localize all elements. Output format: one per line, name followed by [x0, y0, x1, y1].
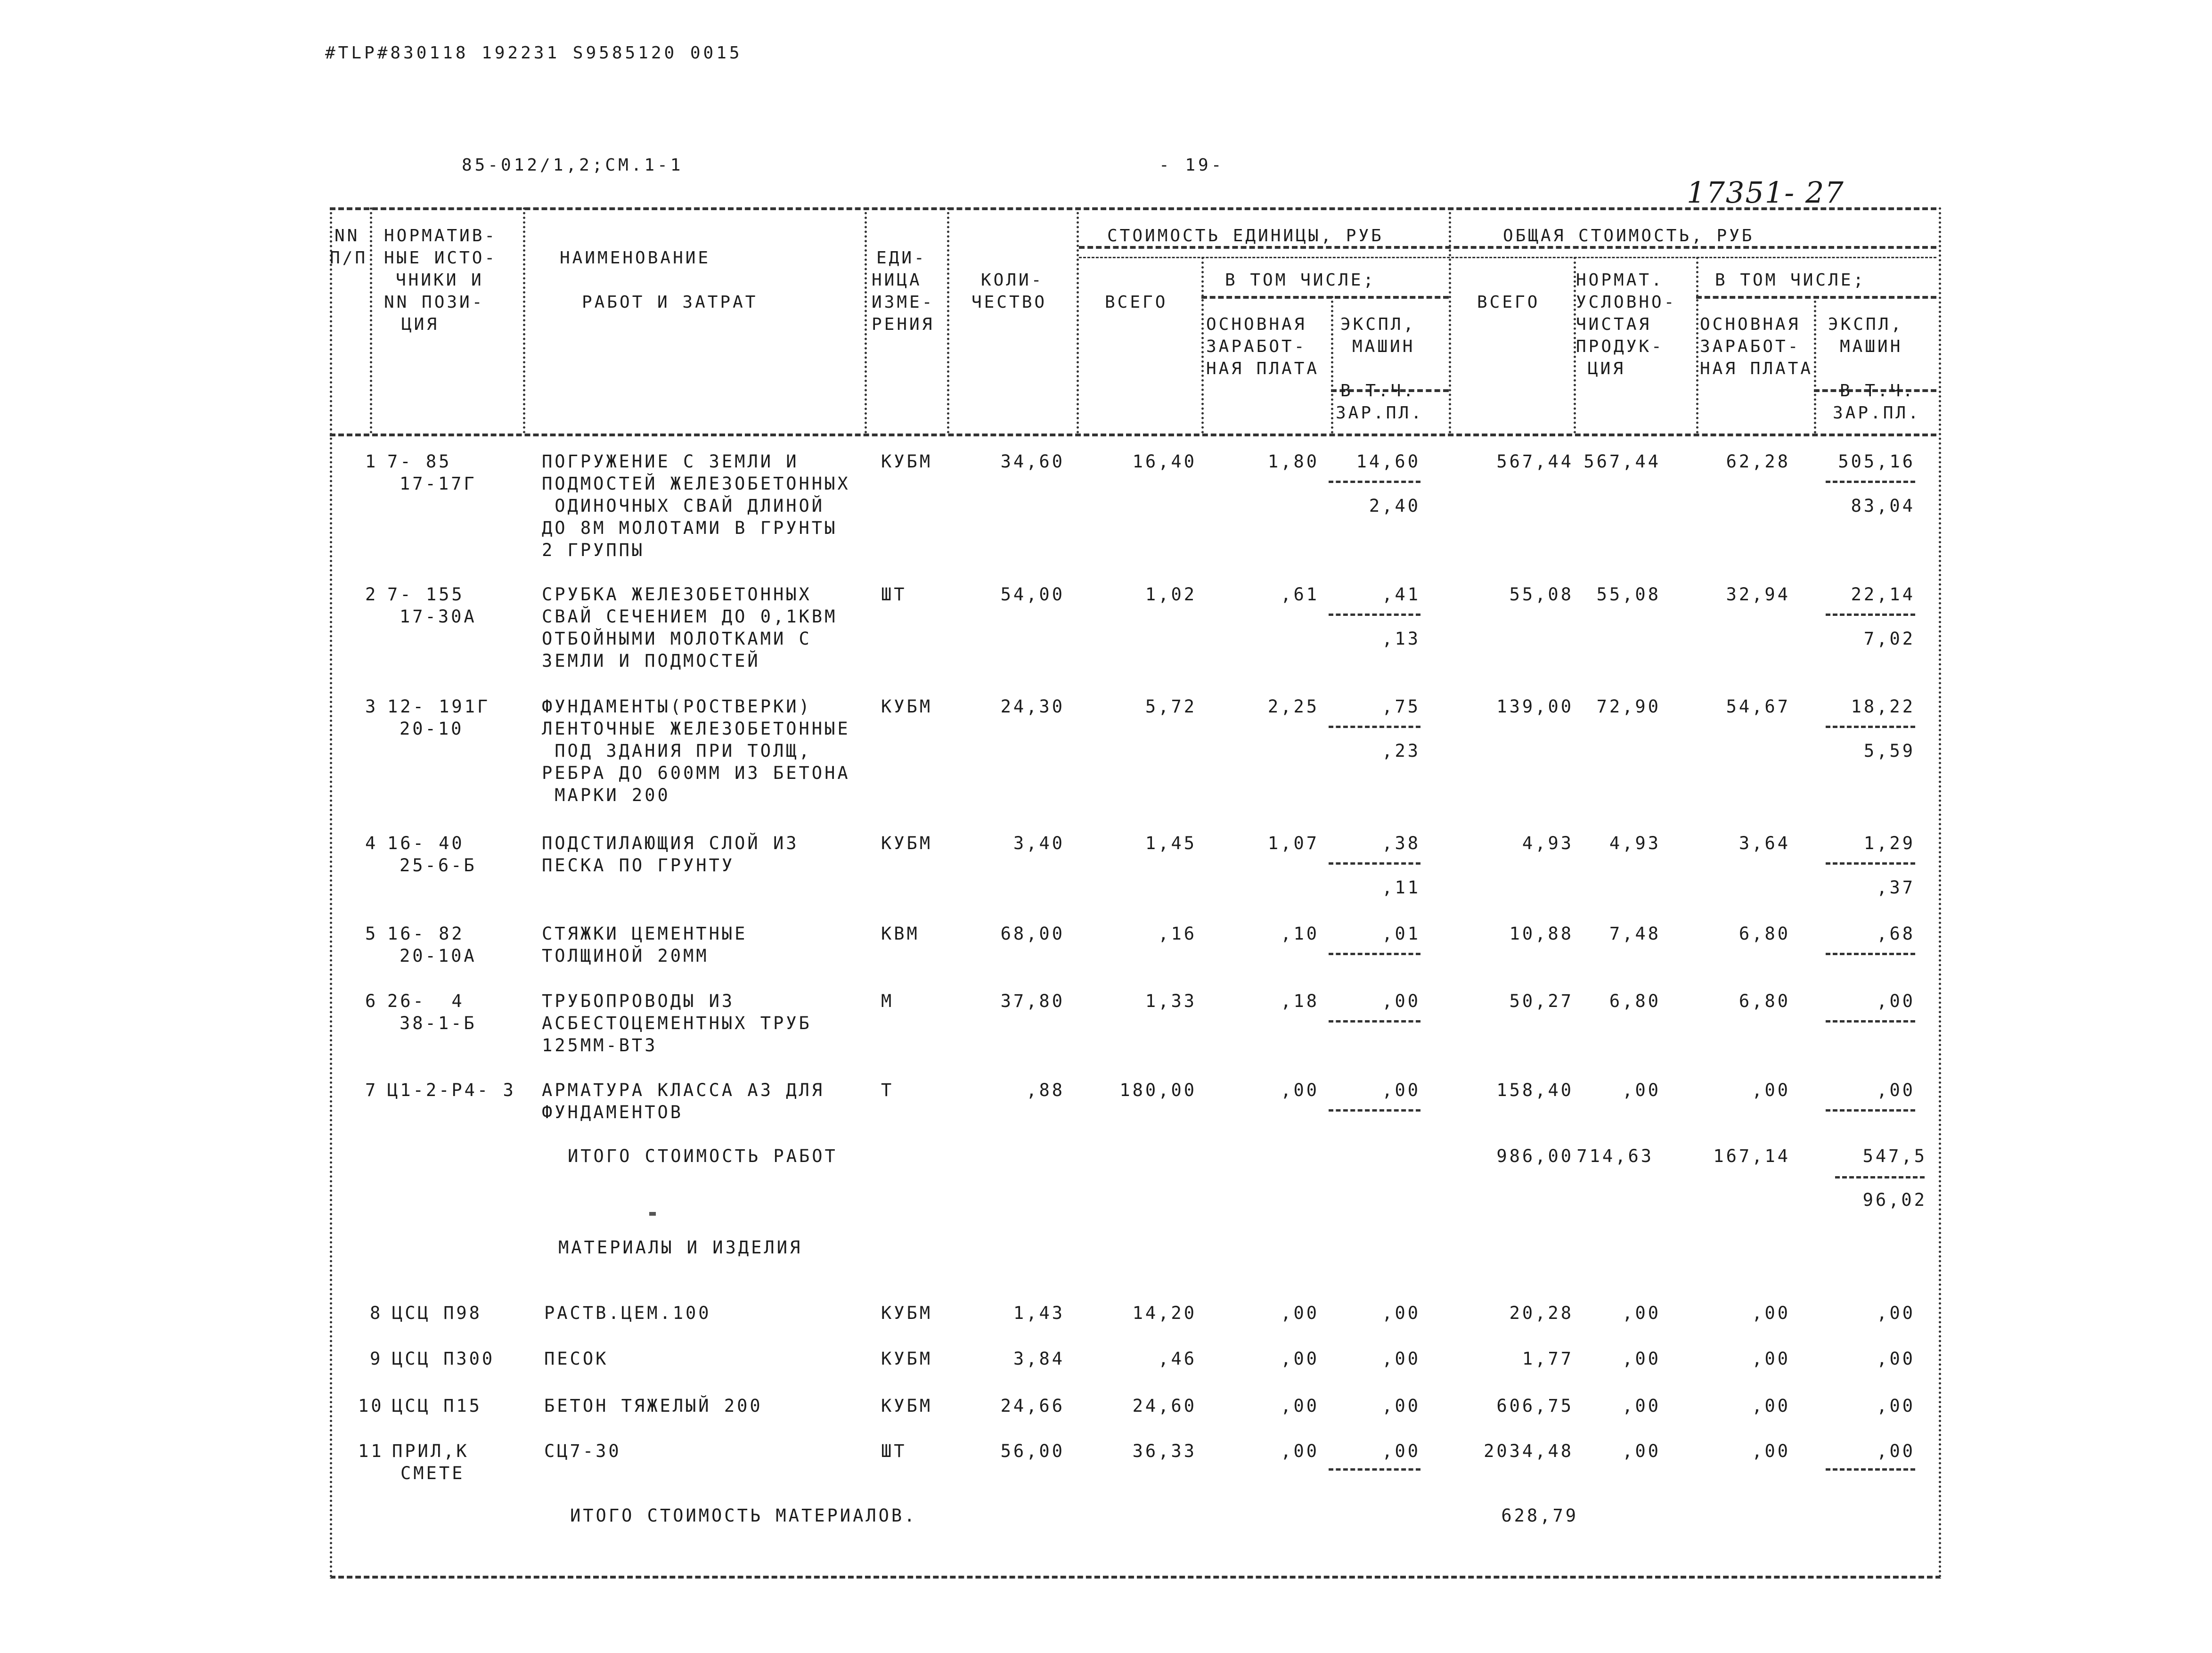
header-unit-1: ЕДИ-: [876, 248, 927, 268]
works-total-wage: 167,14: [1713, 1146, 1790, 1166]
row-unit: ШТ: [881, 584, 907, 605]
material-total: 606,75: [1496, 1396, 1574, 1416]
cell-separator: [1329, 953, 1420, 955]
cost-group-divider: [1079, 246, 1936, 249]
row-name-line: ПОДСТИЛАЮЩИЯ СЛОЙ ИЗ: [542, 833, 799, 853]
row-total-machines-wage: 5,59: [1863, 741, 1915, 761]
header-norm-3: ЧИСТАЯ: [1576, 315, 1652, 334]
row-total-norm: 7,48: [1609, 924, 1661, 944]
col-divider-7: [1331, 296, 1333, 434]
row-unit: КУБМ: [881, 833, 933, 853]
header-total-base-wage-2: ЗАРАБОТ-: [1700, 337, 1801, 356]
works-total-mach: 547,5: [1862, 1146, 1927, 1166]
col-divider-10: [1696, 257, 1698, 434]
material-quantity: 3,84: [1013, 1349, 1065, 1369]
material-unit-wage: ,00: [1281, 1441, 1319, 1461]
row-unit: Т: [881, 1080, 894, 1100]
cell-separator: [1329, 1468, 1420, 1471]
row-source-code: 20-10: [400, 719, 464, 739]
material-total-wage: ,00: [1752, 1441, 1790, 1461]
row-name-line: РЕБРА ДО 600ММ ИЗ БЕТОНА: [542, 763, 850, 783]
header-source-4: NN ПОЗИ-: [384, 293, 485, 312]
material-number: 8: [370, 1303, 383, 1323]
row-unit-machines: ,01: [1382, 924, 1420, 944]
row-number: 4: [365, 833, 378, 853]
row-unit-total: 1,02: [1145, 584, 1197, 605]
works-total-label: ИТОГО СТОИМОСТЬ РАБОТ: [568, 1146, 838, 1166]
header-qty-2: ЧЕСТВО: [971, 293, 1047, 312]
cell-separator: [1329, 1020, 1420, 1023]
material-source-code: ЦСЦ П98: [392, 1303, 482, 1323]
row-number: 2: [365, 584, 378, 605]
header-total-total: ВСЕГО: [1477, 293, 1540, 312]
header-unit-base-wage-3: НАЯ ПЛАТА: [1206, 359, 1320, 378]
header-unit-mach-1: ЭКСПЛ,: [1340, 315, 1416, 334]
row-total-wage: 32,94: [1726, 584, 1790, 605]
material-number: 11: [358, 1441, 384, 1461]
col-divider-2: [523, 207, 525, 434]
row-name-line: ФУНДАМЕНТЫ(РОСТВЕРКИ): [542, 696, 812, 717]
material-unit-total: 36,33: [1132, 1441, 1197, 1461]
page-number: - 19-: [1159, 155, 1224, 175]
row-name-line: 2 ГРУППЫ: [542, 540, 645, 560]
header-num-1: NN: [335, 226, 360, 245]
material-unit: КУБМ: [881, 1303, 933, 1323]
row-quantity: 34,60: [1000, 451, 1065, 472]
cell-separator: [1826, 1020, 1915, 1023]
table-frame: [330, 207, 1941, 1579]
row-unit-machines-wage: ,23: [1382, 741, 1420, 761]
row-source-code: 38-1-Б: [400, 1013, 477, 1033]
header-source-5: ЦИЯ: [401, 315, 440, 334]
row-total-machines: 1,29: [1863, 833, 1915, 853]
row-unit: КУБМ: [881, 696, 933, 717]
material-unit: КУБМ: [881, 1396, 933, 1416]
row-total-wage: ,00: [1752, 1080, 1790, 1100]
row-unit-machines: ,41: [1382, 584, 1420, 605]
row-unit-total: 1,45: [1145, 833, 1197, 853]
col-divider-8: [1449, 207, 1451, 434]
material-total-wage: ,00: [1752, 1349, 1790, 1369]
row-unit-total: ,16: [1158, 924, 1197, 944]
header-unit-incl-1: В Т.Ч.: [1340, 381, 1416, 401]
col-divider-11: [1814, 296, 1816, 434]
row-unit-machines: ,00: [1382, 1080, 1420, 1100]
row-name-line: ОДИНОЧНЫХ СВАЙ ДЛИНОЙ: [542, 496, 825, 516]
row-unit-machines: ,00: [1382, 991, 1420, 1011]
col-divider-5: [1077, 207, 1079, 434]
row-total-machines-wage: ,37: [1877, 877, 1915, 898]
header-num-2: П/П: [330, 248, 368, 268]
row-name-line: МАРКИ 200: [542, 785, 670, 805]
row-name-line: ПОГРУЖЕНИЕ С ЗЕМЛИ И: [542, 451, 799, 472]
row-total: 4,93: [1522, 833, 1574, 853]
material-total-norm: ,00: [1622, 1303, 1661, 1323]
material-number: 10: [358, 1396, 384, 1416]
material-total-wage: ,00: [1752, 1396, 1790, 1416]
header-unit-total: ВСЕГО: [1105, 293, 1168, 312]
material-unit-total: 24,60: [1132, 1396, 1197, 1416]
row-source-code: 20-10А: [400, 946, 477, 966]
row-source-code: 17-30А: [400, 606, 477, 627]
header-name-1: НАИМЕНОВАНИЕ: [560, 248, 711, 268]
row-total-norm: 72,90: [1596, 696, 1661, 717]
header-source-2: НЫЕ ИСТО-: [384, 248, 498, 268]
header-qty-1: КОЛИ-: [981, 270, 1044, 290]
row-number: 3: [365, 696, 378, 717]
row-unit-wage: ,10: [1281, 924, 1319, 944]
material-quantity: 56,00: [1000, 1441, 1065, 1461]
material-source-code-2: СМЕТЕ: [400, 1463, 465, 1483]
header-name-2: РАБОТ И ЗАТРАТ: [582, 293, 758, 312]
material-total-machines: ,00: [1877, 1441, 1915, 1461]
row-source-code: 7- 155: [387, 584, 465, 605]
header-unit-mach-2: МАШИН: [1352, 337, 1415, 356]
material-name: БЕТОН ТЯЖЕЛЫЙ 200: [544, 1396, 763, 1416]
works-total-norm: 714,63: [1576, 1146, 1654, 1166]
col-divider-3: [865, 207, 867, 434]
cost-group-divider-2: [1079, 257, 1936, 258]
row-name-line: ЛЕНТОЧНЫЕ ЖЕЛЕЗОБЕТОННЫЕ: [542, 719, 850, 739]
row-quantity: ,88: [1026, 1080, 1065, 1100]
header-unit-2: НИЦА: [872, 270, 922, 290]
row-quantity: 68,00: [1000, 924, 1065, 944]
row-total-wage: 6,80: [1739, 991, 1790, 1011]
row-source-code: 16- 40: [387, 833, 465, 853]
header-total-incl-1: В Т.Ч.: [1840, 381, 1916, 401]
material-source-code: ЦСЦ П300: [392, 1349, 495, 1369]
header-unit-3: ИЗМЕ-: [872, 293, 935, 312]
material-unit-wage: ,00: [1281, 1303, 1319, 1323]
header-norm-2: УСЛОВНО-: [1576, 293, 1677, 312]
row-unit-machines: ,75: [1382, 696, 1420, 717]
handwritten-number: 17351- 27: [1687, 175, 1845, 210]
row-unit-wage: ,61: [1281, 584, 1319, 605]
cell-separator: [1826, 1109, 1915, 1112]
row-name-line: ТОЛЩИНОЙ 20ММ: [542, 946, 709, 966]
material-source-code: ПРИЛ,К: [392, 1441, 469, 1461]
row-number: 5: [365, 924, 378, 944]
material-unit-total: 14,20: [1132, 1303, 1197, 1323]
row-unit-machines-wage: ,11: [1382, 877, 1420, 898]
header-norm-4: ПРОДУК-: [1576, 337, 1664, 356]
header-total-base-wage-1: ОСНОВНАЯ: [1700, 315, 1801, 334]
header-source-3: ЧНИКИ И: [396, 270, 484, 290]
col-divider-4: [947, 207, 949, 434]
material-total-wage: ,00: [1752, 1303, 1790, 1323]
row-total: 158,40: [1496, 1080, 1574, 1100]
row-source-code: Ц1-2-Р4- 3: [387, 1080, 516, 1100]
material-unit-machines: ,00: [1382, 1441, 1420, 1461]
cell-separator: [1826, 481, 1915, 483]
header-total-cost: ОБЩАЯ СТОИМОСТЬ, РУБ: [1503, 226, 1755, 245]
row-name-line: АРМАТУРА КЛАССА А3 ДЛЯ: [542, 1080, 825, 1100]
row-unit-wage: ,18: [1281, 991, 1319, 1011]
header-unit-4: РЕНИЯ: [872, 315, 935, 334]
row-total-wage: 3,64: [1739, 833, 1790, 853]
material-total-machines: ,00: [1877, 1303, 1915, 1323]
header-unit-incl-2: ЗАР.ПЛ.: [1336, 403, 1424, 423]
row-total-norm: 6,80: [1609, 991, 1661, 1011]
unit-subdivider: [1201, 296, 1449, 299]
row-unit-total: 180,00: [1119, 1080, 1197, 1100]
row-unit-machines-wage: 2,40: [1369, 496, 1420, 516]
row-unit: КУБМ: [881, 451, 933, 472]
material-unit: ШТ: [881, 1441, 907, 1461]
material-name: РАСТВ.ЦЕМ.100: [544, 1303, 711, 1323]
row-total-machines: ,00: [1877, 991, 1915, 1011]
row-total: 50,27: [1509, 991, 1574, 1011]
row-total: 567,44: [1496, 451, 1574, 472]
cell-separator: [1329, 481, 1420, 483]
cell-separator: [1329, 614, 1420, 616]
row-total-machines: 22,14: [1851, 584, 1915, 605]
material-quantity: 24,66: [1000, 1396, 1065, 1416]
material-unit-machines: ,00: [1382, 1303, 1420, 1323]
row-total-machines: 505,16: [1838, 451, 1915, 472]
material-total: 1,77: [1522, 1349, 1574, 1369]
row-quantity: 37,80: [1000, 991, 1065, 1011]
material-name: ПЕСОК: [544, 1349, 609, 1369]
header-norm-1: НОРМАТ.: [1576, 270, 1664, 290]
material-unit: КУБМ: [881, 1349, 933, 1369]
header-unit-cost: СТОИМОСТЬ ЕДИНИЦЫ, РУБ: [1107, 226, 1384, 245]
material-total-machines: ,00: [1877, 1349, 1915, 1369]
material-total-norm: ,00: [1622, 1396, 1661, 1416]
row-total-norm: 567,44: [1583, 451, 1661, 472]
row-name-line: ПОДМОСТЕЙ ЖЕЛЕЗОБЕТОННЫХ: [542, 474, 850, 494]
col-divider-6: [1201, 257, 1204, 434]
row-total-norm: ,00: [1622, 1080, 1661, 1100]
header-total-mach-1: ЭКСПЛ,: [1828, 315, 1904, 334]
row-name-line: СРУБКА ЖЕЛЕЗОБЕТОННЫХ: [542, 584, 812, 605]
row-number: 1: [365, 451, 378, 472]
row-name-line: ПЕСКА ПО ГРУНТУ: [542, 855, 735, 876]
header-norm-5: ЦИЯ: [1588, 359, 1626, 378]
row-unit-wage: 2,25: [1267, 696, 1319, 717]
row-unit-total: 16,40: [1132, 451, 1197, 472]
material-unit-machines: ,00: [1382, 1349, 1420, 1369]
row-unit-machines-wage: ,13: [1382, 629, 1420, 649]
row-unit-machines: 14,60: [1356, 451, 1420, 472]
header-unit-in-that: В ТОМ ЧИСЛЕ;: [1225, 270, 1376, 290]
row-total: 55,08: [1509, 584, 1574, 605]
table-top-border: [330, 207, 1936, 210]
col-divider-1: [370, 207, 372, 434]
row-number: 6: [365, 991, 378, 1011]
row-unit-total: 1,33: [1145, 991, 1197, 1011]
cell-separator: [1826, 614, 1915, 616]
material-total-norm: ,00: [1622, 1441, 1661, 1461]
document-code: #TLP#830118 192231 S9585120 0015: [325, 43, 743, 63]
material-total-norm: ,00: [1622, 1349, 1661, 1369]
row-name-line: ФУНДАМЕНТОВ: [542, 1102, 684, 1122]
row-quantity: 54,00: [1000, 584, 1065, 605]
cell-separator: [1329, 1109, 1420, 1112]
header-unit-base-wage-1: ОСНОВНАЯ: [1206, 315, 1307, 334]
row-total-wage: 6,80: [1739, 924, 1790, 944]
materials-total-total: 628,79: [1501, 1506, 1578, 1526]
row-source-code: 25-6-Б: [400, 855, 477, 876]
works-total-separator: [1835, 1176, 1925, 1178]
header-bottom-border: [330, 434, 1936, 436]
row-quantity: 24,30: [1000, 696, 1065, 717]
row-total-machines: 18,22: [1851, 696, 1915, 717]
row-source-code: 26- 4: [387, 991, 465, 1011]
cell-separator: [1826, 726, 1915, 728]
row-source-code: 12- 191Г: [387, 696, 490, 717]
row-unit-wage: 1,07: [1267, 833, 1319, 853]
cell-separator: [1329, 726, 1420, 728]
row-name-line: АСБЕСТОЦЕМЕНТНЫХ ТРУБ: [542, 1013, 812, 1033]
cell-separator: [1826, 862, 1915, 865]
materials-total-label: ИТОГО СТОИМОСТЬ МАТЕРИАЛОВ.: [570, 1506, 917, 1526]
row-unit-wage: ,00: [1281, 1080, 1319, 1100]
row-source-code: 7- 85: [387, 451, 452, 472]
header-unit-base-wage-2: ЗАРАБОТ-: [1206, 337, 1307, 356]
header-total-mach-2: МАШИН: [1840, 337, 1903, 356]
works-total-total: 986,00: [1496, 1146, 1574, 1166]
row-total-norm: 4,93: [1609, 833, 1661, 853]
row-unit: КВМ: [881, 924, 920, 944]
row-unit-machines: ,38: [1382, 833, 1420, 853]
row-total-machines: ,00: [1877, 1080, 1915, 1100]
row-total-machines-wage: 83,04: [1851, 496, 1915, 516]
row-source-code: 16- 82: [387, 924, 465, 944]
row-name-line: 125ММ-ВТ3: [542, 1035, 658, 1056]
row-total-wage: 62,28: [1726, 451, 1790, 472]
material-total-machines: ,00: [1877, 1396, 1915, 1416]
ink-speck: [649, 1212, 656, 1216]
row-name-line: СВАЙ СЕЧЕНИЕМ ДО 0,1КВМ: [542, 606, 838, 627]
row-source-code: 17-17Г: [400, 474, 477, 494]
header-total-incl-2: ЗАР.ПЛ.: [1833, 403, 1921, 423]
material-unit-wage: ,00: [1281, 1396, 1319, 1416]
material-quantity: 1,43: [1013, 1303, 1065, 1323]
materials-title: МАТЕРИАЛЫ И ИЗДЕЛИЯ: [558, 1237, 803, 1258]
row-total-machines-wage: 7,02: [1863, 629, 1915, 649]
row-total: 10,88: [1509, 924, 1574, 944]
header-total-base-wage-3: НАЯ ПЛАТА: [1700, 359, 1813, 378]
row-name-line: ДО 8М МОЛОТАМИ В ГРУНТЫ: [542, 518, 838, 538]
row-number: 7: [365, 1080, 378, 1100]
row-unit-total: 5,72: [1145, 696, 1197, 717]
material-total: 20,28: [1509, 1303, 1574, 1323]
row-total-norm: 55,08: [1596, 584, 1661, 605]
row-unit: М: [881, 991, 894, 1011]
works-total-mach-wage: 96,02: [1862, 1190, 1927, 1210]
row-unit-wage: 1,80: [1267, 451, 1319, 472]
row-name-line: ПОД ЗДАНИЯ ПРИ ТОЛЩ,: [542, 741, 812, 761]
cell-separator: [1826, 953, 1915, 955]
material-total: 2034,48: [1484, 1441, 1574, 1461]
material-name: СЦ7-30: [544, 1441, 621, 1461]
cell-separator: [1329, 862, 1420, 865]
row-name-line: ЗЕМЛИ И ПОДМОСТЕЙ: [542, 651, 760, 671]
estimate-code: 85-012/1,2;CM.1-1: [462, 155, 684, 175]
material-source-code: ЦСЦ П15: [392, 1396, 482, 1416]
row-total: 139,00: [1496, 696, 1574, 717]
material-unit-machines: ,00: [1382, 1396, 1420, 1416]
material-unit-wage: ,00: [1281, 1349, 1319, 1369]
material-unit-total: ,46: [1158, 1349, 1197, 1369]
row-name-line: ТРУБОПРОВОДЫ ИЗ: [542, 991, 735, 1011]
row-name-line: СТЯЖКИ ЦЕМЕНТНЫЕ: [542, 924, 748, 944]
row-total-machines: ,68: [1877, 924, 1915, 944]
cell-separator: [1826, 1468, 1915, 1471]
row-name-line: ОТБОЙНЫМИ МОЛОТКАМИ С: [542, 629, 812, 649]
header-source-1: НОРМАТИВ-: [384, 226, 498, 245]
row-total-wage: 54,67: [1726, 696, 1790, 717]
header-total-in-that: В ТОМ ЧИСЛЕ;: [1715, 270, 1866, 290]
total-subdivider: [1696, 296, 1936, 299]
row-quantity: 3,40: [1013, 833, 1065, 853]
material-number: 9: [370, 1349, 383, 1369]
